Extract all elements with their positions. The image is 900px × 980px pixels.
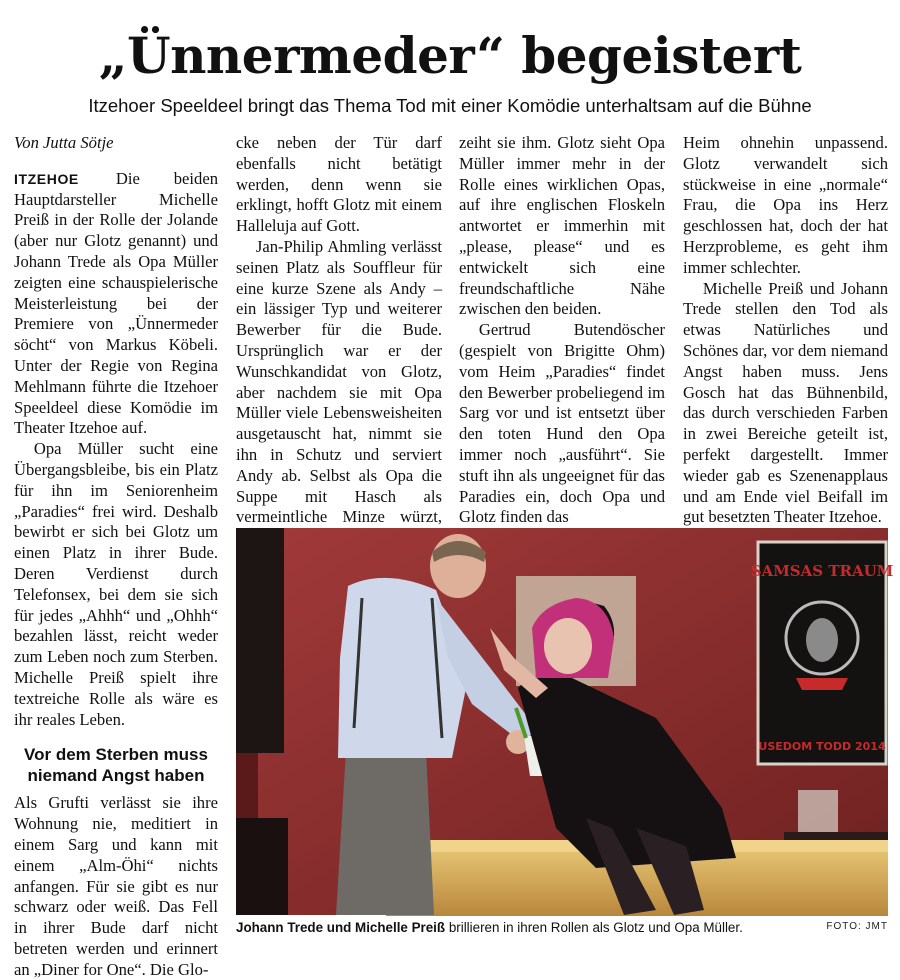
paragraph [14, 169, 218, 439]
paragraph-text: Die beiden Hauptdarsteller Michelle Preiß in der Rolle der Jolande (aber nur Glotz genannt) und Johann Trede als Opa Müller zeigten eine schauspielerische Meisterleistung bei der Premiere von „Ünnermeder söcht“ von Markus Köbeli. Unter der Regie von Regina Mehlmann führte die Itzehoer Speeldeel diese Komödie im Theater Itzehoe auf. [14, 168, 218, 438]
article-column-1 [14, 133, 218, 980]
paragraph: Opa Müller sucht eine Übergangsbleibe, bis ein Platz für ihn im Seniorenheim „Paradies“ frei wird. Deshalb bewirbt er sich bei Glotz um einen Platz in ihrer Bude. Deren Verdienst durch Telefonsex, bei dem sie sich für jedes „Ahhh“ und „Ohhh“ bezahlen lässt, reicht weder zum Leben noch zum Sterben. Michelle Preiß spielt ihre textreiche Rolle als wäre es ihr reales Leben. [14, 439, 218, 729]
paragraph: cke neben der Tür darf ebenfalls nicht betätigt werden, denn wenn sie erklingt, hofft Glotz mit einem Halleluja auf Gott. [236, 133, 442, 236]
curtain [236, 528, 284, 753]
section-subhead: Vor dem Sterben muss niemand Angst haben [24, 745, 208, 786]
byline: Von Jutta Sötje [14, 133, 114, 152]
band-poster [751, 542, 894, 764]
paragraph: Gertrud Butendöscher (gespielt von Brigitte Ohm) vom Heim „Paradies“ findet den Bewerber probeliegend im Sarg vor und ist entsetzt über den toten Hund den Opa immer noch „ausführt“. Sie stuft ihn als ungeeignet für das Paradies ein, doch Opa und Glotz finden das [459, 320, 665, 527]
caption-text: brillieren in ihren Rollen als Glotz und Opa Müller. [445, 920, 743, 935]
photo-credit: FOTO: JMT [826, 921, 888, 932]
poster-title: SAMSAS TRAUM [750, 562, 894, 580]
paragraph: Als Grufti verlässt sie ihre Wohnung nie, meditiert in einem Sarg und kann mit einem „Alm-Öhi“ nichts anfangen. Für sie gibt es nur schwarz oder weiß. Das Fell in ihrer Bude darf nicht betreten werden und erinnert an „Diner for One“. Die Glo- [14, 793, 218, 979]
paragraph: Michelle Preiß und Johann Trede stellen den Tod als etwas Natürliches und Schönes dar, vor dem niemand Angst haben muss. Jens Gosch hat das Bühnenbild, das durch verschieden Farben in zwei Bereiche geteilt ist, perfekt dargestellt. Immer wieder gab es Szenenapplaus und am Ende viel Beifall im gut besetzten Theater Itzehoe. [683, 278, 888, 527]
caption-names: Johann Trede und Michelle Preiß [236, 920, 446, 935]
stage-photo [236, 528, 894, 915]
photo-caption [236, 919, 888, 937]
paragraph: Jan-Philip Ahmling verlässt seinen Platz als Souffleur für eine kurze Szene als Andy – ein lässiger Typ und weiterer Bewerber für die Bude. Ursprünglich war er der Wunschkandidat von Glotz, aber nachdem sie mit Opa Müller viele Lebensweisheiten ausgetauscht hat, nimmt sie ihn in Schutz und serviert Andy ab. Selbst als Opa die Suppe mit Hasch als vermeintliche Minze würzt, [236, 236, 442, 527]
paragraph: zeiht sie ihm. Glotz sieht Opa Müller immer mehr in der Rolle eines wirklichen Opas, auf ihre englischen Floskeln antwortet er immerhin mit „please, please“ und es entwickelt sich eine freundschaftliche Nähe zwischen den beiden. [459, 133, 665, 319]
dateline: ITZEHOE [14, 170, 79, 187]
article-column-3 [459, 133, 665, 528]
article-column-2 [236, 133, 442, 549]
article-column-4 [683, 133, 888, 528]
subheadline: Itzehoer Speeldeel bringt das Thema Tod mit einer Komödie unterhaltsam auf die Bühne [88, 95, 812, 116]
headline: „Ünnermeder“ begeistert [98, 26, 802, 85]
poster-footer: USEDOM TODD 2014 [758, 740, 886, 753]
paragraph: Heim ohnehin unpassend. Glotz verwandelt sich stückweise in eine „normale“ Frau, die Opa ins Herz geschlossen hat, doch der hat Herzprobleme, es geht ihm immer schlechter. [683, 133, 888, 277]
